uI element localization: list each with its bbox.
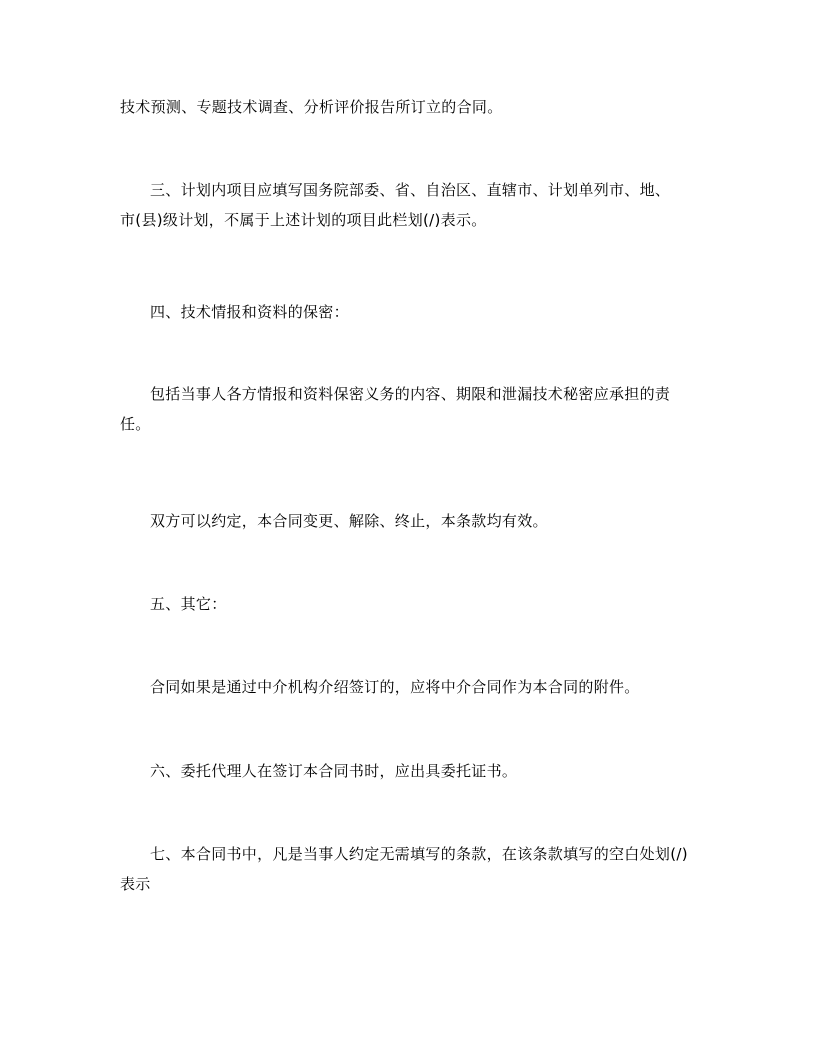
paragraph-line: 包括当事人各方情报和资料保密义务的内容、期限和泄漏技术秘密应承担的责 bbox=[150, 385, 671, 403]
paragraph-line: 技术预测、专题技术调查、分析评价报告所订立的合同。 bbox=[120, 98, 503, 116]
paragraph-line: 六、委托代理人在签订本合同书时，应出具委托证书。 bbox=[150, 762, 518, 780]
paragraph-line: 表示 bbox=[120, 875, 151, 893]
paragraph-4-heading bbox=[120, 297, 700, 327]
paragraph-line: 任。 bbox=[120, 415, 151, 433]
paragraph-7-blanks bbox=[120, 839, 700, 899]
paragraph-1 bbox=[120, 92, 700, 122]
paragraph-confidentiality bbox=[120, 379, 700, 439]
paragraph-line: 双方可以约定，本合同变更、解除、终止，本条款均有效。 bbox=[150, 512, 548, 530]
paragraph-line: 市(县)级计划，不属于上述计划的项目此栏划(/)表示。 bbox=[120, 211, 487, 229]
paragraph-5-heading bbox=[120, 589, 700, 619]
paragraph-line: 合同如果是通过中介机构介绍签订的，应将中介合同作为本合同的附件。 bbox=[150, 678, 640, 696]
paragraph-line: 三、计划内项目应填写国务院部委、省、自治区、直辖市、计划单列市、地、 bbox=[150, 181, 671, 199]
paragraph-intermediary bbox=[120, 672, 700, 702]
paragraph-3-planned-projects bbox=[120, 175, 700, 235]
paragraph-6-agent bbox=[120, 756, 700, 786]
paragraph-line: 四、技术情报和资料的保密： bbox=[150, 303, 349, 321]
paragraph-line: 七、本合同书中，凡是当事人约定无需填写的条款，在该条款填写的空白处划(/) bbox=[150, 845, 688, 863]
paragraph-validity bbox=[120, 506, 700, 536]
paragraph-line: 五、其它： bbox=[150, 595, 227, 613]
